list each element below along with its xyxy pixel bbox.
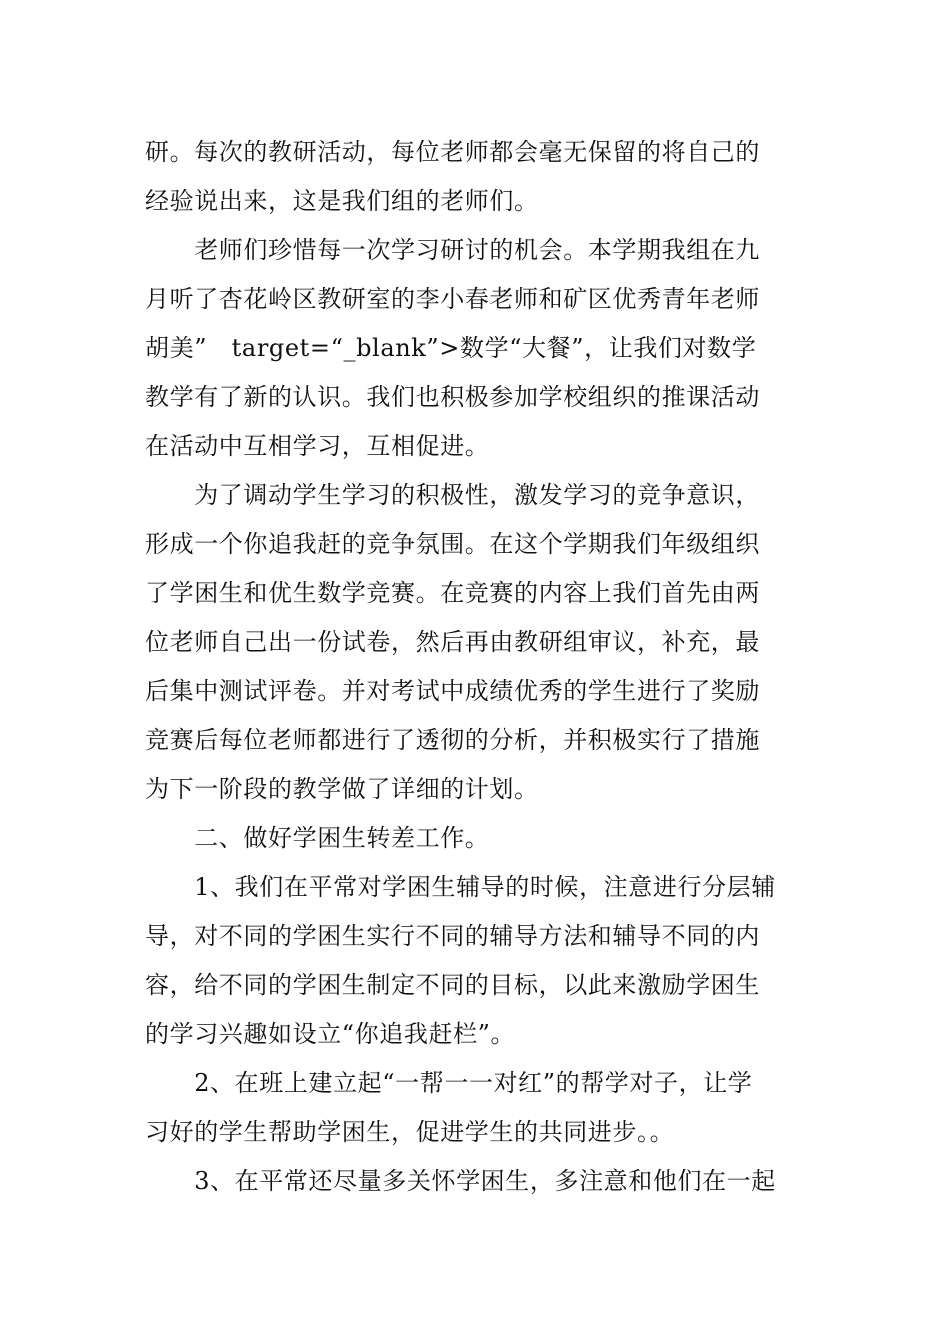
text-line: 3、在平常还尽量多关怀学困生，多注意和他们在一起 xyxy=(145,1167,776,1195)
text-line: 胡美” target=“_blank”>数学“大餐”，让我们对数学 xyxy=(145,334,757,362)
text-line: 的学习兴趣如设立“你追我赶栏”。 xyxy=(145,1020,516,1048)
text-line: 月听了杏花岭区教研室的李小春老师和矿区优秀青年老师 xyxy=(145,285,760,313)
document-body xyxy=(145,128,808,1206)
text-line: 经验说出来，这是我们组的老师们。 xyxy=(145,187,539,215)
text-line: 习好的学生帮助学困生，促进学生的共同进步。。 xyxy=(145,1118,675,1146)
text-line: 2、在班上建立起“一帮一一对红”的帮学对子，让学 xyxy=(145,1069,753,1097)
text-line: 1、我们在平常对学困生辅导的时候，注意进行分层辅 xyxy=(145,873,776,901)
text-line: 竞赛后每位老师都进行了透彻的分析，并积极实行了措施 xyxy=(145,726,760,754)
text-line: 为了调动学生学习的积极性，激发学习的竞争意识， xyxy=(145,481,760,509)
text-line: 二、做好学困生转差工作。 xyxy=(145,824,490,852)
text-line: 老师们珍惜每一次学习研讨的机会。本学期我组在九 xyxy=(145,236,760,264)
text-line: 位老师自己出一份试卷，然后再由教研组审议，补充，最 xyxy=(145,628,760,656)
text-line: 为下一阶段的教学做了详细的计划。 xyxy=(145,775,539,803)
text-line: 研。每次的教研活动，每位老师都会毫无保留的将自己的 xyxy=(145,138,760,166)
text-line: 教学有了新的认识。我们也积极参加学校组织的推课活动 xyxy=(145,383,760,411)
text-line: 容，给不同的学困生制定不同的目标，以此来激励学困生 xyxy=(145,971,760,999)
text-line: 后集中测试评卷。并对考试中成绩优秀的学生进行了奖励 xyxy=(145,677,760,705)
text-line: 形成一个你追我赶的竞争氛围。在这个学期我们年级组织 xyxy=(145,530,760,558)
text-line: 导，对不同的学困生实行不同的辅导方法和辅导不同的内 xyxy=(145,922,760,950)
text-line: 在活动中互相学习，互相促进。 xyxy=(145,432,490,460)
text-line: 了学困生和优生数学竞赛。在竞赛的内容上我们首先由两 xyxy=(145,579,760,607)
